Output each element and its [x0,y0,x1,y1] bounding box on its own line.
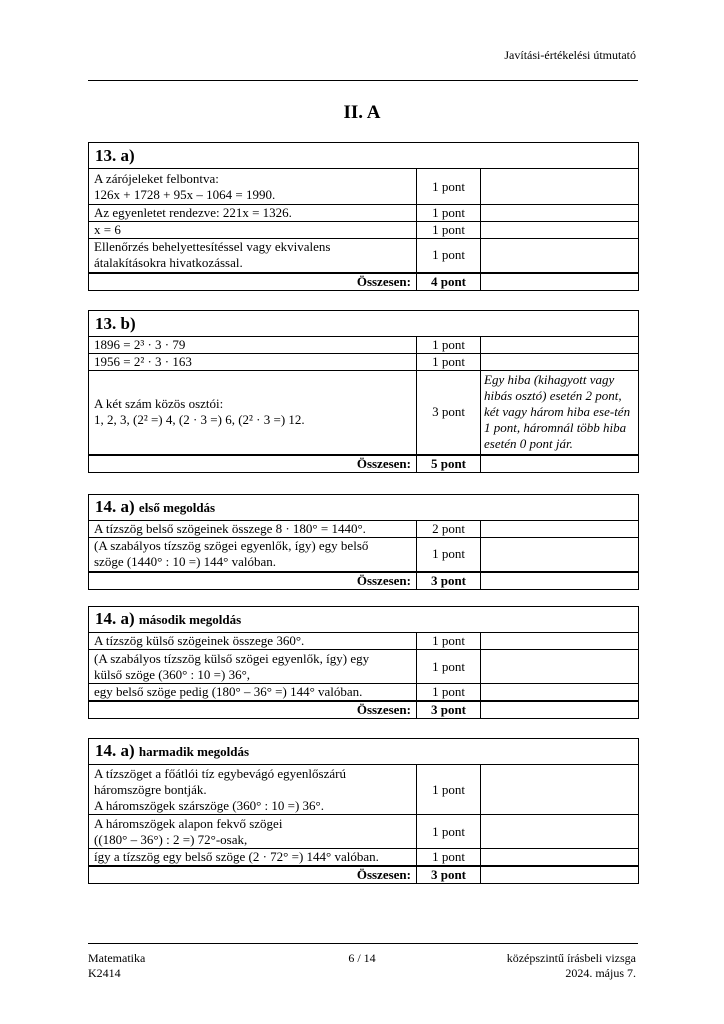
points-cell: 2 pont [417,521,481,538]
note-cell [481,684,639,702]
points-cell: 1 pont [417,169,481,205]
points-cell: 1 pont [417,538,481,572]
section-title: II. A [343,102,381,123]
total-points: 4 pont [417,273,481,291]
solution-step-line: háromszögre bontják. [94,781,207,797]
scoring-row [89,849,639,867]
note-cell [481,169,639,205]
solution-step [89,650,417,684]
total-note-cell [481,572,639,590]
solution-table [88,494,639,590]
solution-step-line: A háromszögek szárszöge (360° : 10 =) 36°. [94,797,325,813]
solution-step-line: Ellenőrzés behelyettesítéssel vagy ekvivalens [94,239,331,255]
total-label: Összesen: [89,455,417,473]
solution-step [89,354,417,371]
solution-step-line: Az egyenletet rendezve: 221x = 1326. [94,205,292,220]
solution-step-line: szöge (1440° : 10 =) 144° valóban. [94,554,276,570]
solution-table [88,142,639,291]
note-cell [481,765,639,815]
total-label: Összesen: [89,273,417,291]
solution-step-line: ((180° – 36°) : 2 =) 72°-osak, [94,831,248,847]
total-points: 3 pont [417,701,481,719]
solution-variant-label: első megoldás [138,500,216,515]
solution-table [88,606,639,719]
solution-step-line: (A szabályos tízszög külső szögei egyenlők, így) egy [94,650,370,666]
points-cell: 1 pont [417,337,481,354]
scoring-row [89,815,639,849]
solution-step-line: így a tízszög egy belső szöge (2 · 72° =) 144° valóban. [94,849,379,864]
task-header [89,143,639,169]
solution-table [88,310,639,473]
total-row [89,701,639,719]
note-cell [481,650,639,684]
points-cell: 1 pont [417,684,481,702]
task-header [89,311,639,337]
note-cell: Egy hiba (kihagyott vagy hibás osztó) esetén 2 pont, két vagy három hiba ese-tén 1 pont, háromnál több hiba esetén 0 pont jár. [481,371,639,455]
scoring-row [89,337,639,354]
total-points: 3 pont [417,866,481,884]
solution-step [89,815,417,849]
note-cell [481,205,639,222]
note-cell [481,815,639,849]
task-title: 13. a) [95,145,135,165]
solution-step [89,538,417,572]
footer-right [507,951,636,981]
scoring-row [89,521,639,538]
points-cell: 1 pont [417,239,481,273]
footer-code: K2414 [88,966,121,980]
solution-step-line: A zárójeleket felbontva: [94,170,219,186]
solution-step-line: egy belső szöge pedig (180° – 36° =) 144° valóban. [94,684,363,699]
footer-exam-level: középszintű írásbeli vizsga [506,951,636,965]
solution-variant-label: második megoldás [138,612,242,627]
solution-step [89,239,417,273]
task-header [89,495,639,521]
solution-step-line: 1956 = 2² · 3 · 163 [94,354,192,369]
solution-step-line: A tízszög belső szögeinek összege 8 · 180° = 1440°. [94,521,366,536]
note-cell [481,521,639,538]
task-header [89,739,639,765]
task-header-row [89,143,639,169]
solution-step [89,521,417,538]
note-cell [481,354,639,371]
points-cell: 1 pont [417,815,481,849]
solution-step [89,205,417,222]
scoring-row [89,765,639,815]
solution-table [88,738,639,884]
scoring-row [89,354,639,371]
solution-step [89,765,417,815]
task-header-row [89,311,639,337]
solution-step-line: 1896 = 2³ · 3 · 79 [94,337,186,352]
scoring-row [89,650,639,684]
note-cell [481,633,639,650]
points-cell: 1 pont [417,765,481,815]
total-note-cell [481,455,639,473]
note-cell [481,849,639,867]
task-header-row [89,739,639,765]
points-cell: 1 pont [417,222,481,239]
solution-step [89,169,417,205]
solution-step [89,371,417,455]
points-cell: 1 pont [417,633,481,650]
total-points: 3 pont [417,572,481,590]
solution-step-line: átalakításokra hivatkozással. [94,255,243,271]
total-row [89,866,639,884]
solution-step-line: 126x + 1728 + 95x – 1064 = 1990. [94,186,276,202]
points-cell: 1 pont [417,849,481,867]
document-type-header: Javítási-értékelési útmutató [504,48,636,62]
points-cell: 1 pont [417,650,481,684]
scoring-row [89,538,639,572]
task-title: 14. a) [95,497,135,516]
total-note-cell [481,701,639,719]
total-note-cell [481,273,639,291]
solution-step-line: A tízszög külső szögeinek összege 360°. [94,633,305,648]
total-row [89,572,639,590]
solution-step [89,684,417,702]
scoring-row [89,169,639,205]
task-title: 13. b) [95,313,136,333]
solution-step [89,633,417,650]
total-row [89,455,639,473]
footer-subject: Matematika [88,951,146,965]
total-note-cell [481,866,639,884]
solution-step-line: 1, 2, 3, (2² =) 4, (2 · 3 =) 6, (2² · 3 =) 12. [94,412,305,428]
footer-rule [88,943,638,944]
task-header [89,607,639,633]
solution-step-line: (A szabályos tízszög szögei egyenlők, így) egy belső [94,538,369,554]
solution-step-line: A háromszögek alapon fekvő szögei [94,815,283,831]
scoring-row [89,205,639,222]
solution-variant-label: harmadik megoldás [138,744,250,759]
task-title: 14. a) [95,609,135,628]
total-label: Összesen: [89,572,417,590]
scoring-row [89,684,639,702]
scoring-row [89,239,639,273]
scoring-row [89,222,639,239]
solution-step-line: A tízszöget a főátlói tíz egybevágó egyenlőszárú [94,765,346,781]
total-row [89,273,639,291]
scoring-row [89,633,639,650]
solution-step [89,337,417,354]
points-cell: 3 pont [417,371,481,455]
total-label: Összesen: [89,866,417,884]
solution-step [89,849,417,867]
footer-exam-date: 2024. május 7. [565,966,636,980]
header-rule [88,80,638,81]
points-cell: 1 pont [417,205,481,222]
note-cell [481,538,639,572]
solution-step-line: A két szám közös osztói: [94,396,224,412]
total-label: Összesen: [89,701,417,719]
footer-page-number: 6 / 14 [348,951,376,965]
task-header-row [89,607,639,633]
note-cell [481,222,639,239]
solution-step-line: x = 6 [94,222,121,237]
solution-step [89,222,417,239]
total-points: 5 pont [417,455,481,473]
solution-step-line: külső szöge (360° : 10 =) 36°, [94,666,251,682]
task-title: 14. a) [95,741,135,760]
points-cell: 1 pont [417,354,481,371]
scoring-row [89,371,639,455]
task-header-row [89,495,639,521]
note-cell [481,239,639,273]
note-cell [481,337,639,354]
